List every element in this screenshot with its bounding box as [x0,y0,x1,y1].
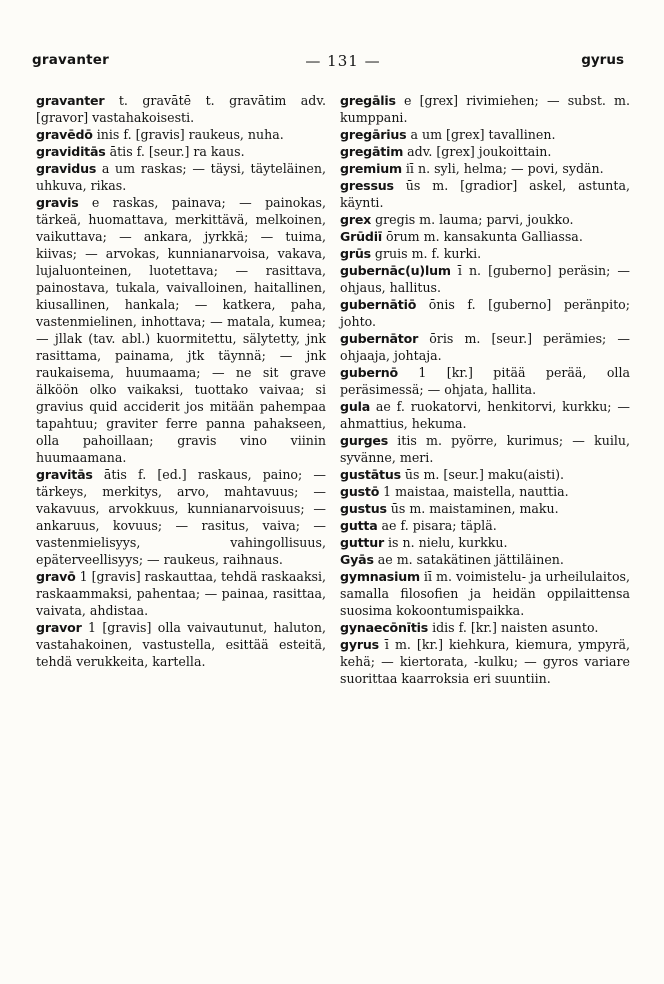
definition: 1 [gravis] olla vaivautunut, haluton, vastahakoinen, vastustella, esittää esteitä, tehdä verukkeita, kartella. [36,620,326,669]
headword: gustō [340,484,380,499]
definition: is n. nielu, kurkku. [384,535,508,550]
dictionary-entry [36,619,326,670]
headword: gubernō [340,365,398,380]
dictionary-entry [36,126,326,143]
dictionary-entry [340,398,630,432]
dictionary-entry [340,619,630,636]
dictionary-entry [340,551,630,568]
dictionary-entry [340,517,630,534]
dictionary-entry [36,143,326,160]
right-column [340,92,630,687]
dictionary-entry [340,92,630,126]
definition: ūs m. maistaminen, maku. [386,501,559,516]
dictionary-entry [340,296,630,330]
dictionary-entry [340,500,630,517]
dictionary-entry [340,143,630,160]
dictionary-entry [340,228,630,245]
definition: t. gravātē t. gravātim adv. [gravor] vastahakoisesti. [36,93,326,125]
headword: gymnasium [340,569,420,584]
definition: a um raskas; — täysi, täyteläinen, uhkuva, rikas. [36,161,326,193]
right-guide-word: gyrus [581,52,624,68]
headword: grūs [340,246,371,261]
headword: Gyās [340,552,374,567]
definition: iī m. voimistelu- ja urheilulaitos, samalla filosofien ja heidän oppilaittensa suosima kokoontumispaikka. [340,569,630,618]
headword: gregātim [340,144,404,159]
running-head [32,52,632,74]
dictionary-entry [340,211,630,228]
headword: gynaecōnītis [340,620,429,635]
headword: gravanter [36,93,105,108]
headword: gustātus [340,467,401,482]
headword: gravis [36,195,79,210]
definition: iī n. syli, helma; — povi, sydän. [401,161,604,176]
definition: inis f. [gravis] raukeus, nuha. [92,127,284,142]
definition: ī m. [kr.] kiehkura, kiemura, ympyrä, kehä; — kiertorata, -kulku; — gyros variare suorittaa kaarroksia eri suuntiin. [340,637,630,686]
definition: itis m. pyörre, kurimus; — kuilu, syvänne, meri. [340,433,630,465]
definition: ae m. satakätinen jättiläinen. [373,552,564,567]
dictionary-entry [36,160,326,194]
headword: gressus [340,178,394,193]
dictionary-entry [340,177,630,211]
headword: gravitās [36,467,93,482]
dictionary-entry [36,568,326,619]
dictionary-entry [36,466,326,568]
definition: gruis m. f. kurki. [370,246,482,261]
dictionary-entry [36,92,326,126]
definition: 1 maistaa, maistella, nauttia. [379,484,569,499]
headword: gubernātiō [340,297,417,312]
dictionary-entry [340,126,630,143]
headword: gravidus [36,161,97,176]
dictionary-entry [340,534,630,551]
page-number: — 131 — [305,52,381,70]
headword: guttur [340,535,384,550]
dictionary-entry [340,568,630,619]
definition: idis f. [kr.] naisten asunto. [428,620,599,635]
dictionary-entry [340,330,630,364]
headword: gravor [36,620,82,635]
headword: gubernāc(u)lum [340,263,451,278]
dictionary-entry [340,262,630,296]
headword: gregālis [340,93,396,108]
left-column [36,92,326,670]
dictionary-entry [340,483,630,500]
definition: ūs m. [gradior] askel, astunta, käynti. [340,178,630,210]
dictionary-entry [340,245,630,262]
headword: gubernātor [340,331,419,346]
definition: ae f. pisara; täplä. [377,518,497,533]
definition: ūs m. [seur.] maku(aisti). [400,467,565,482]
definition: 1 [gravis] raskauttaa, tehdä raskaaksi, raskaammaksi, pahentaa; — painaa, rasittaa, vaivata, ahdistaa. [36,569,326,618]
definition: ōrum m. kansakunta Galliassa. [381,229,583,244]
dictionary-entry [340,364,630,398]
dictionary-entry [340,466,630,483]
definition: a um [grex] tavallinen. [406,127,556,142]
headword: gula [340,399,370,414]
left-guide-word: gravanter [32,52,110,68]
headword: gustus [340,501,387,516]
dictionary-entry [340,432,630,466]
definition: ātis f. [seur.] ra kaus. [105,144,245,159]
headword: gurges [340,433,389,448]
headword: Grūdiī [340,229,382,244]
dictionary-entry [36,194,326,466]
definition: e raskas, painava; — painokas, tärkeä, huomattava, merkittävä, melkoinen, vaikuttava; — ankara, jyrkkä; — tuima, kiivas; — arvokas, kunnianarvoisa, vakava, lujaluonteinen, luotettava; — rasittava, painostava, tukala, vaivalloinen, haitallinen, kiusallinen, hankala; — katkera, paha, vastenmielinen, inhottava; — matala, kumea; — jllak (tav. abl.) kuormitettu, sälytetty, jnk rasittama, painama, jtk täynnä; — jnk raukaisema, huumaama; — ne sit grave älköön olko vaikaksi, tuottako vaivaa; si gravius quid acciderit jos mitään pahempaa tapahtuu; graviter ferre panna pahakseen, olla pahoillaan; gravis vino viinin huumaamana. [36,195,326,465]
definition: ōris m. [seur.] perämies; — ohjaaja, johtaja. [340,331,630,363]
headword: gregārius [340,127,407,142]
headword: gyrus [340,637,379,652]
headword: grex [340,212,372,227]
dictionary-entry [340,160,630,177]
definition: ātis f. [ed.] raskaus, paino; — tärkeys, merkitys, arvo, mahtavuus; — vakavuus, arvokkuus, kunnianarvoisuus; — ankaruus, kovuus; — rasitus, vaiva; — vastenmielisyys, vahingollisuus, epäterveellisyys; — raukeus, raihnaus. [36,467,326,567]
definition: e [grex] rivimiehen; — subst. m. kumppani. [340,93,630,125]
dictionary-entry [340,636,630,687]
definition: gregis m. lauma; parvi, joukko. [371,212,574,227]
headword: gremium [340,161,402,176]
definition: adv. [grex] joukoittain. [403,144,552,159]
headword: gutta [340,518,378,533]
headword: gravō [36,569,76,584]
headword: gravēdō [36,127,93,142]
definition: ae f. ruokatorvi, henkitorvi, kurkku; — ahmattius, hekuma. [340,399,630,431]
definition: 1 [kr.] pitää perää, olla peräsimessä; — ohjata, hallita. [340,365,630,397]
headword: graviditās [36,144,106,159]
definition: ōnis f. [guberno] peränpito; johto. [340,297,630,329]
definition: ī n. [guberno] peräsin; — ohjaus, hallitus. [340,263,630,295]
